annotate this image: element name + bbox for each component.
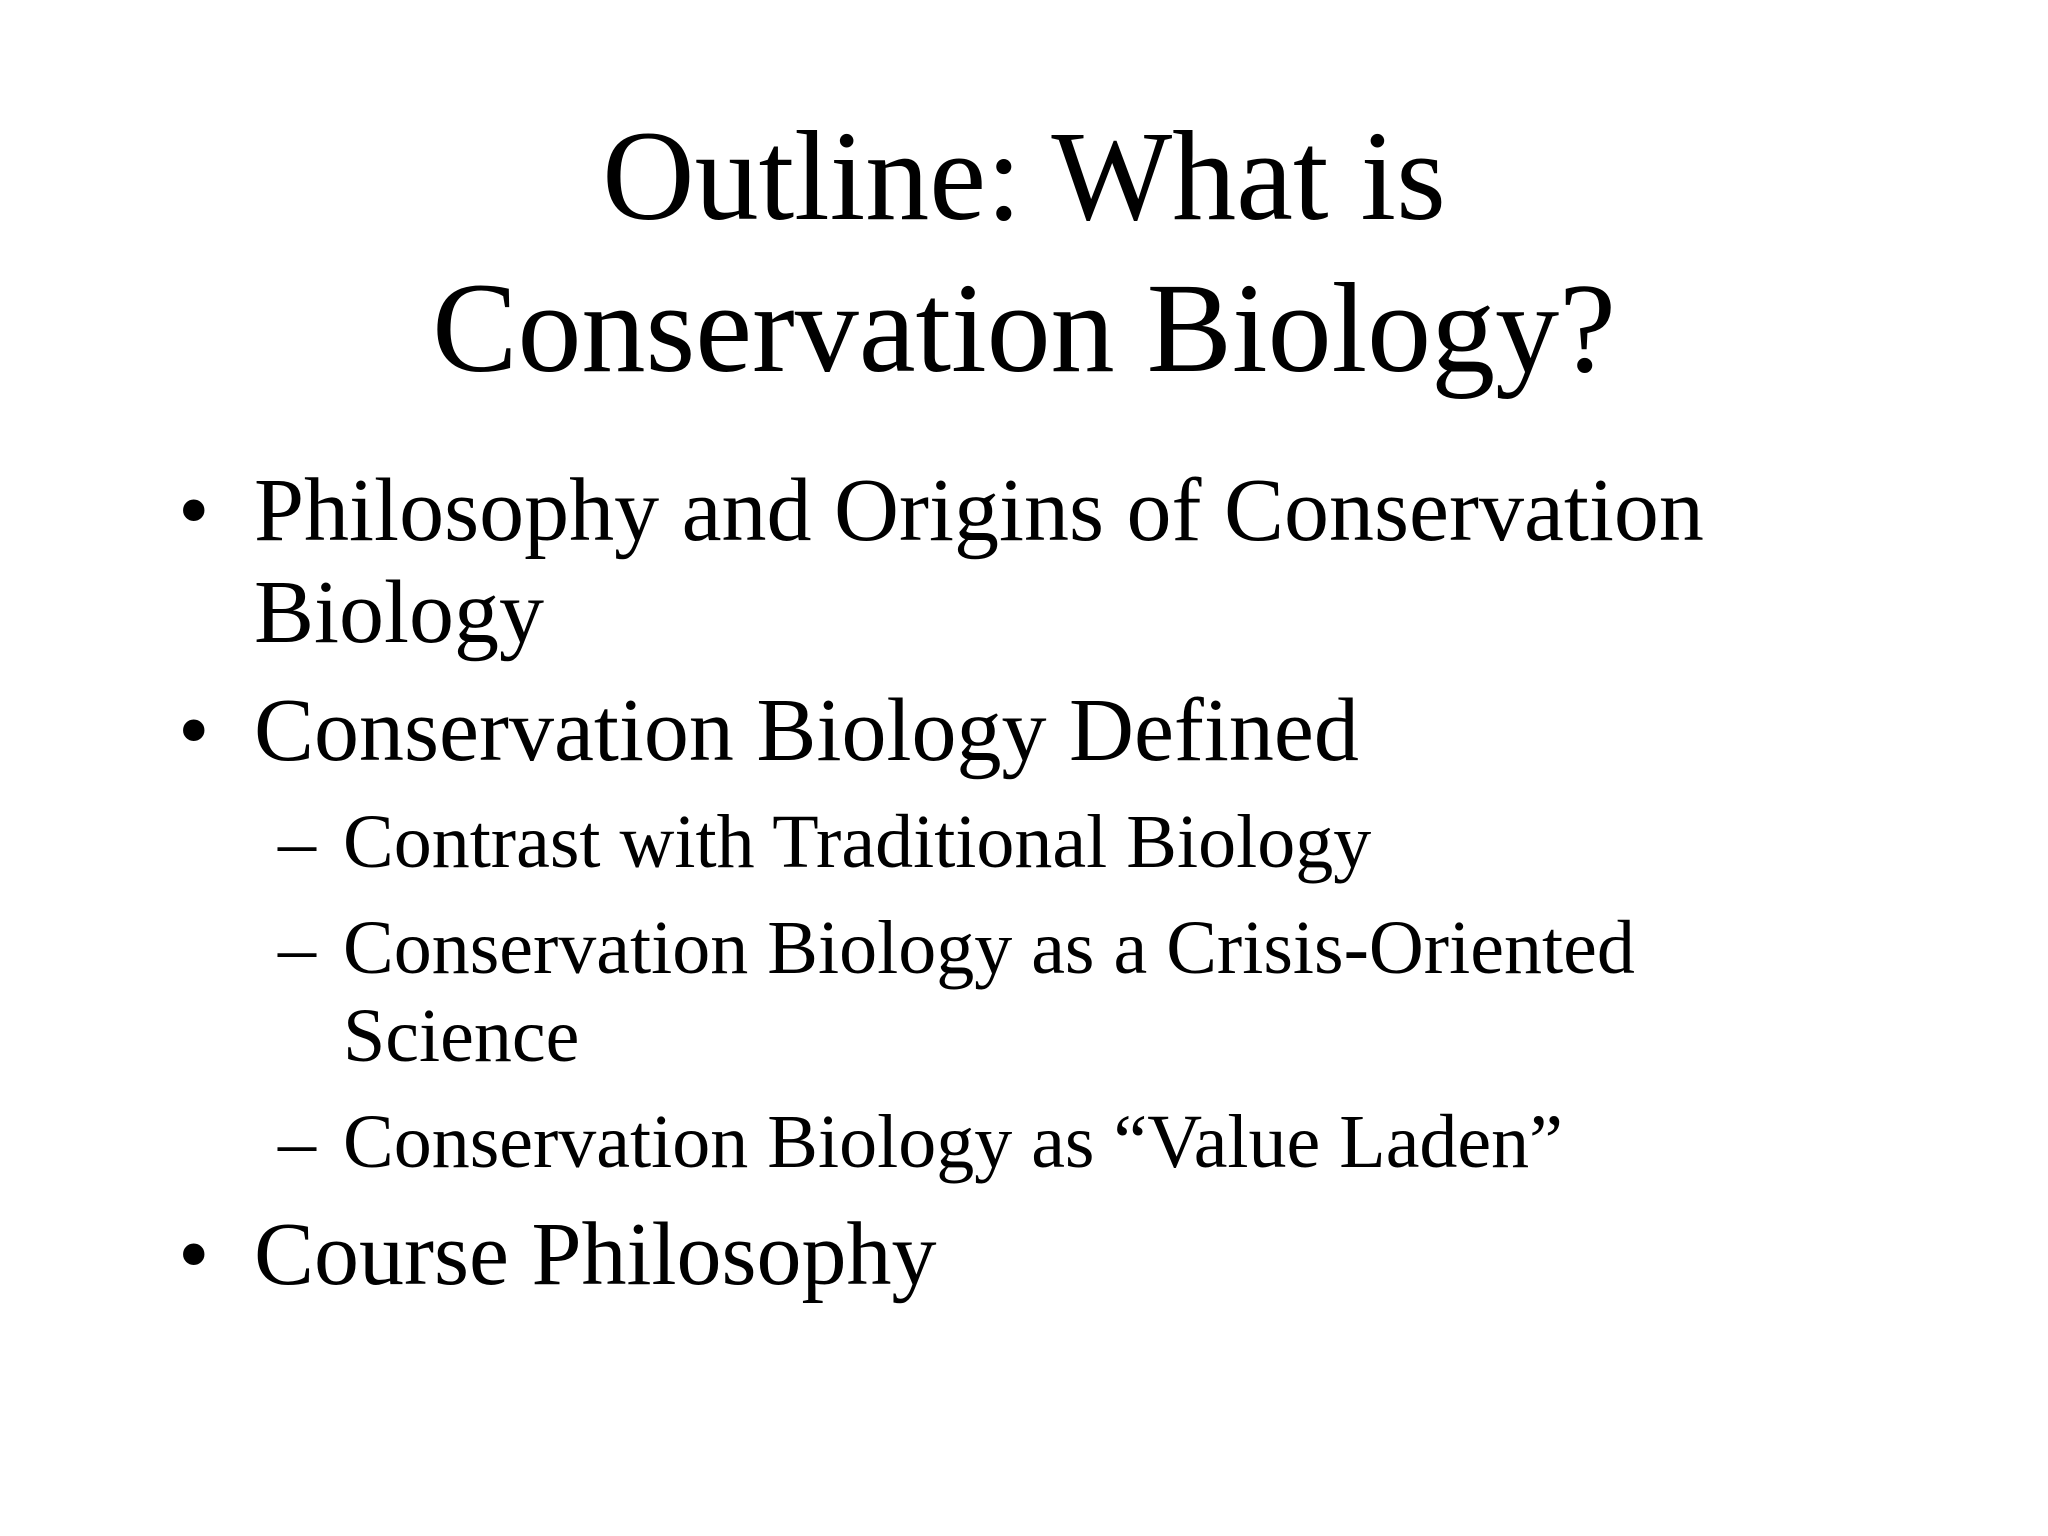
bullet-item-course-philosophy	[178, 1204, 1878, 1306]
bullet-marker: •	[178, 681, 210, 780]
bullet-marker: •	[178, 1205, 210, 1304]
sub-bullet-item-contrast	[178, 798, 1878, 886]
sub-bullet-text: Contrast with Traditional Biology	[343, 800, 1372, 884]
bullet-marker: •	[178, 461, 210, 560]
bullet-item-defined	[178, 680, 1878, 782]
sub-bullet-group	[178, 798, 1878, 1186]
slide-title-line-2: Conservation Biology?	[432, 257, 1616, 399]
bullet-item-philosophy-origins	[178, 460, 1878, 664]
bullet-list	[178, 460, 1878, 1322]
sub-bullet-marker: –	[278, 1100, 316, 1184]
bullet-text: Conservation Biology Defined	[254, 681, 1359, 780]
sub-bullet-text: Conservation Biology as “Value Laden”	[343, 1100, 1563, 1184]
sub-bullet-item-crisis	[178, 904, 1878, 1080]
bullet-text: Philosophy and Origins of Conservation Biology	[254, 461, 1704, 662]
sub-bullet-item-value-laden	[178, 1098, 1878, 1186]
sub-bullet-text: Conservation Biology as a Crisis-Oriented Science	[343, 906, 1635, 1078]
slide-title-line-1: Outline: What is	[602, 105, 1446, 247]
sub-bullet-list	[178, 798, 1878, 1186]
bullet-text: Course Philosophy	[254, 1205, 937, 1304]
slide-title	[0, 100, 2048, 404]
sub-bullet-marker: –	[278, 800, 316, 884]
sub-bullet-marker: –	[278, 906, 316, 990]
